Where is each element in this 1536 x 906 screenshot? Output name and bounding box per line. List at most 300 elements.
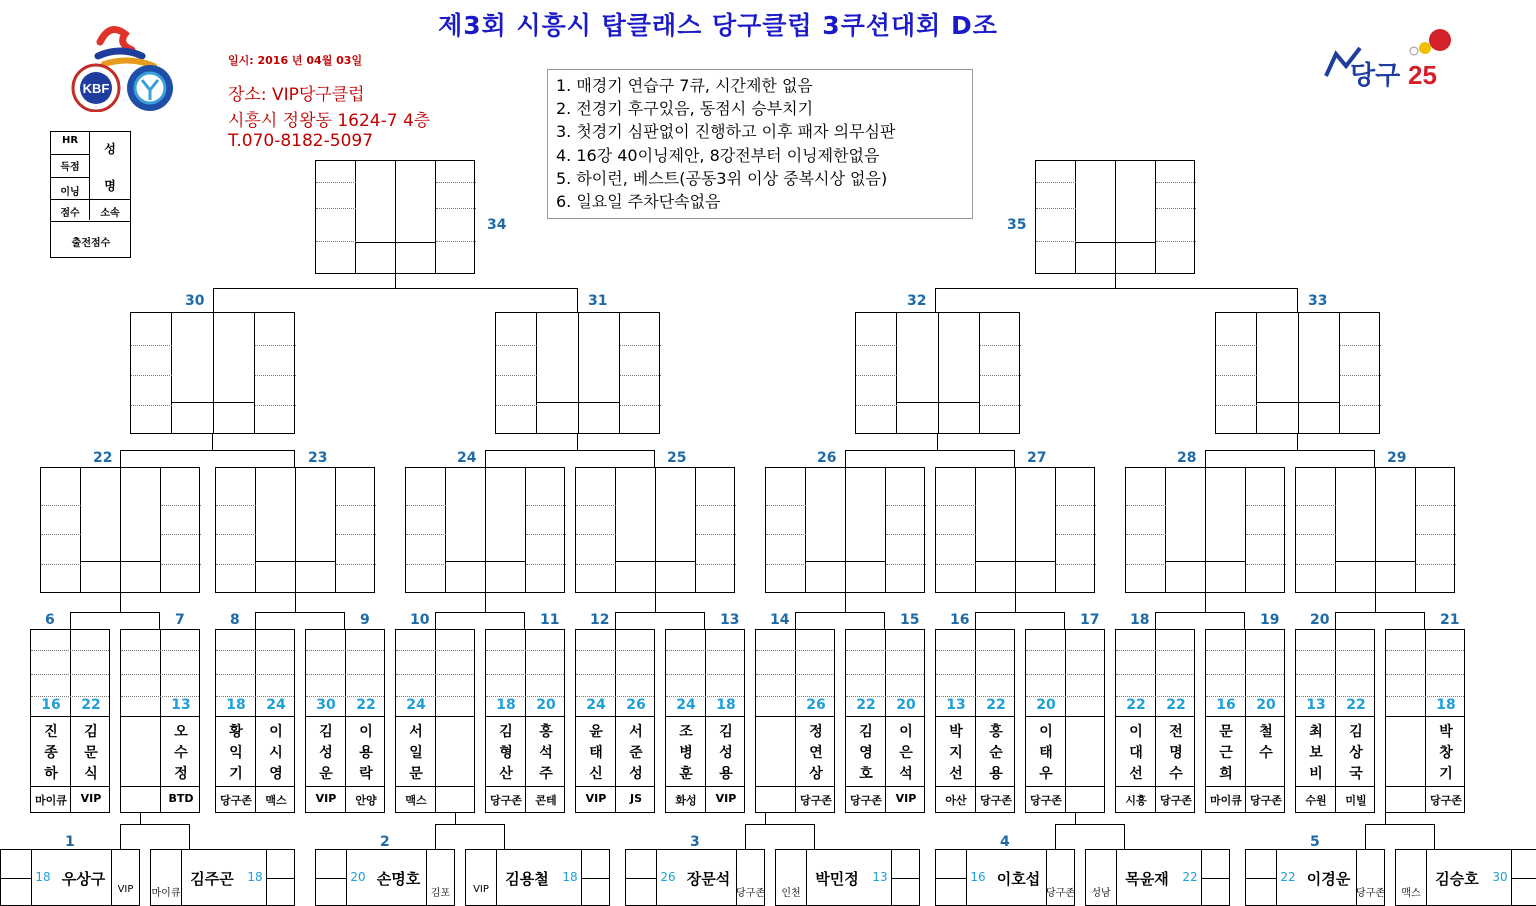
player-name: 이경운 xyxy=(1306,870,1351,888)
match-box xyxy=(575,467,735,593)
player-score: 22 xyxy=(856,697,876,713)
player-club: 당구존 xyxy=(1250,794,1282,807)
match-number: 1 xyxy=(65,834,75,850)
column-line xyxy=(845,468,846,592)
match-number: 4 xyxy=(1000,834,1010,850)
match-number-27: 27 xyxy=(1027,450,1047,466)
match-box xyxy=(665,629,745,813)
row-line xyxy=(81,561,161,562)
dotted-line xyxy=(216,534,256,535)
player-club: VIP xyxy=(315,792,337,805)
row-line xyxy=(666,716,744,717)
column-line xyxy=(1375,468,1376,592)
player-name: 이 대 선 xyxy=(1129,724,1143,782)
row-line xyxy=(121,786,199,787)
player-name: 정 연 상 xyxy=(809,724,823,782)
bracket-connector xyxy=(1075,813,1076,824)
dotted-line xyxy=(336,505,376,506)
row-line xyxy=(172,402,255,403)
match-box xyxy=(1125,467,1285,593)
match-number-28: 28 xyxy=(1177,450,1197,466)
column-line xyxy=(578,313,579,433)
player-club: 안양 xyxy=(355,794,377,807)
bracket-connector xyxy=(295,593,296,612)
player-score: 18 xyxy=(35,870,51,884)
dotted-line xyxy=(1340,375,1381,376)
match-box xyxy=(1215,312,1380,434)
column-line xyxy=(171,313,172,433)
row-line xyxy=(936,786,1014,787)
bracket-connector xyxy=(615,612,705,629)
player-name: 윤 태 신 xyxy=(589,724,603,782)
legend-name-1: 성 xyxy=(104,142,116,156)
bracket-connector xyxy=(935,288,1298,312)
player-box-b xyxy=(1085,849,1230,906)
column-line xyxy=(255,468,256,592)
match-box xyxy=(845,629,925,813)
venue-phone: T.070-8182-5097 xyxy=(228,131,374,151)
dotted-line xyxy=(406,534,446,535)
dotted-line xyxy=(980,345,1021,346)
player-club: 맥스 xyxy=(265,794,287,807)
match-box xyxy=(935,629,1015,813)
player-club: 맥스 xyxy=(405,794,427,807)
svg-text:당구: 당구 xyxy=(1350,60,1401,90)
player-score: 18 xyxy=(716,697,736,713)
row-line xyxy=(1116,716,1194,717)
player-score: 26 xyxy=(626,697,646,713)
dotted-line xyxy=(696,534,736,535)
bracket-connector xyxy=(485,593,486,612)
bracket-connector xyxy=(1205,450,1375,467)
match-box xyxy=(395,629,475,813)
row-line xyxy=(1257,402,1340,403)
dotted-line xyxy=(496,405,537,406)
dotted-line xyxy=(526,534,566,535)
player-name: 이 은 석 xyxy=(899,724,913,782)
player-club: 마이큐 xyxy=(35,794,67,807)
row-line xyxy=(31,786,109,787)
match-box xyxy=(935,467,1095,593)
row-line xyxy=(936,878,966,879)
player-club: 콘테 xyxy=(535,794,557,807)
bracket-connector xyxy=(1115,274,1116,288)
player-score: 22 xyxy=(356,697,376,713)
bracket-connector xyxy=(1385,813,1386,824)
bracket-connector xyxy=(1375,593,1376,612)
player-score: 13 xyxy=(171,697,191,713)
player-name: 문 근 희 xyxy=(1219,724,1233,782)
bracket-connector xyxy=(120,593,121,612)
player-name: 김 성 운 xyxy=(319,724,333,782)
dotted-line xyxy=(576,505,616,506)
player-club: VIP xyxy=(473,884,489,895)
bracket-connector xyxy=(1055,824,1125,849)
player-score: 20 xyxy=(350,870,366,884)
match-number-33: 33 xyxy=(1308,293,1328,309)
player-name: 김 상 국 xyxy=(1349,724,1363,782)
dotted-line xyxy=(936,505,976,506)
dotted-line xyxy=(576,674,654,675)
bracket-connector xyxy=(455,813,456,824)
player-box-b xyxy=(465,849,610,906)
dotted-line xyxy=(121,674,199,675)
player-club: VIP xyxy=(895,792,917,805)
match-box xyxy=(1385,629,1465,813)
player-name: 조 병 훈 xyxy=(679,724,693,782)
row-line xyxy=(666,786,744,787)
row-line xyxy=(1116,786,1194,787)
column-line xyxy=(445,468,446,592)
player-club: 당구존 xyxy=(850,794,882,807)
dotted-line xyxy=(131,345,172,346)
row-line xyxy=(216,786,294,787)
dotted-line xyxy=(486,650,564,651)
row-line xyxy=(306,716,384,717)
match-box xyxy=(1205,629,1285,813)
match-box xyxy=(855,312,1020,434)
row-line xyxy=(576,716,654,717)
player-score: 24 xyxy=(406,697,426,713)
player-score: 18 xyxy=(1436,697,1456,713)
dotted-line xyxy=(1216,345,1257,346)
column-line xyxy=(1155,161,1156,273)
player-score: 24 xyxy=(266,697,286,713)
player-score: 26 xyxy=(660,870,676,884)
player-score: 16 xyxy=(970,870,986,884)
player-club: VIP xyxy=(585,792,607,805)
player-score: 20 xyxy=(536,697,556,713)
player-club: JS xyxy=(629,792,642,805)
row-line xyxy=(756,716,834,717)
row-line xyxy=(1166,561,1246,562)
rule-item: 5. 하이런, 베스트(공동3위 이상 중복시상 없음) xyxy=(556,168,888,188)
venue-address: 시흥시 정왕동 1624-7 4층 xyxy=(228,111,431,131)
row-line xyxy=(1246,878,1276,879)
match-number-35: 35 xyxy=(1007,217,1027,233)
dotted-line xyxy=(936,564,976,565)
dotted-line xyxy=(1126,534,1166,535)
dotted-line xyxy=(1056,564,1096,565)
dotted-line xyxy=(886,505,926,506)
column-line xyxy=(1245,468,1246,592)
match-number: 7 xyxy=(175,612,185,628)
dotted-line xyxy=(255,405,296,406)
dotted-line xyxy=(436,241,476,242)
dotted-line xyxy=(1296,505,1336,506)
player-name: 이 용 락 xyxy=(359,724,373,782)
dotted-line xyxy=(576,534,616,535)
player-name: 홍 순 용 xyxy=(989,724,1003,782)
player-club: 당구존 xyxy=(980,794,1012,807)
bracket-connector xyxy=(140,813,141,824)
player-name: 손명호 xyxy=(376,870,421,888)
player-box-a xyxy=(935,849,1075,906)
dotted-line xyxy=(526,505,566,506)
dotted-line xyxy=(216,674,294,675)
dotted-line xyxy=(1296,564,1336,565)
dotted-line xyxy=(1036,182,1076,183)
column-line xyxy=(979,313,980,433)
player-name: 장문석 xyxy=(686,870,731,888)
player-club: 마이큐 xyxy=(151,888,181,899)
dotted-line xyxy=(496,375,537,376)
match-number-25: 25 xyxy=(667,450,687,466)
match-number: 19 xyxy=(1260,612,1280,628)
match-number: 5 xyxy=(1310,834,1320,850)
date-label: 일시: 2016 년 04월 03일 xyxy=(228,54,363,67)
player-score: 20 xyxy=(1036,697,1056,713)
column-line xyxy=(355,161,356,273)
player-name: 철 수 xyxy=(1259,724,1273,761)
dotted-line xyxy=(846,650,924,651)
match-box xyxy=(1295,467,1455,593)
bracket-connector xyxy=(845,450,1015,467)
rule-item: 1. 매경기 연습구 7큐, 시간제한 없음 xyxy=(556,76,813,95)
row-line xyxy=(1386,786,1464,787)
player-name: 이 시 영 xyxy=(269,724,283,782)
row-line xyxy=(1206,716,1284,717)
row-line xyxy=(806,561,886,562)
player-club: 김포 xyxy=(430,888,451,899)
bracket-connector xyxy=(120,450,295,467)
dotted-line xyxy=(131,375,172,376)
bracket-connector xyxy=(937,434,938,450)
match-number-24: 24 xyxy=(457,450,477,466)
column-line xyxy=(1256,313,1257,433)
player-club: 미빌 xyxy=(1345,794,1367,807)
dotted-line xyxy=(1156,208,1196,209)
match-box xyxy=(1115,629,1195,813)
legend-entry: 출전점수 xyxy=(71,238,111,249)
rules-box xyxy=(547,69,973,219)
bracket-connector xyxy=(1297,434,1298,450)
player-score: 18 xyxy=(226,697,246,713)
player-score: 30 xyxy=(316,697,336,713)
bracket-connector xyxy=(120,824,190,849)
match-number: 12 xyxy=(590,612,610,628)
player-name: 김 영 호 xyxy=(859,724,873,782)
row-line xyxy=(537,402,620,403)
match-box xyxy=(575,629,655,813)
dotted-line xyxy=(1156,241,1196,242)
row-line xyxy=(1026,716,1104,717)
column-line xyxy=(695,468,696,592)
column-line xyxy=(295,468,296,592)
match-number-34: 34 xyxy=(487,217,507,233)
column-line xyxy=(1075,161,1076,273)
dotted-line xyxy=(1026,650,1104,651)
rule-item: 6. 일요일 주차단속없음 xyxy=(556,192,721,212)
player-box-a xyxy=(315,849,455,906)
player-name: 전 명 수 xyxy=(1169,724,1183,782)
dotted-line xyxy=(306,650,384,651)
bracket-connector xyxy=(845,593,846,612)
dotted-line xyxy=(1386,650,1464,651)
player-name: 김승호 xyxy=(1435,870,1479,888)
column-line xyxy=(1339,313,1340,433)
venue-name: 장소: VIP당구클럽 xyxy=(228,85,365,105)
dotted-line xyxy=(161,564,201,565)
dotted-line xyxy=(1026,674,1104,675)
row-line xyxy=(306,786,384,787)
dotted-line xyxy=(1386,674,1464,675)
dotted-line xyxy=(396,650,474,651)
dotted-line xyxy=(316,241,356,242)
dotted-line xyxy=(436,208,476,209)
danggu25-logo xyxy=(1320,26,1460,90)
dotted-line xyxy=(1126,564,1166,565)
dotted-line xyxy=(1296,650,1374,651)
match-number: 14 xyxy=(770,612,790,628)
player-name: 목윤재 xyxy=(1125,870,1169,888)
dotted-line xyxy=(31,650,109,651)
row-line xyxy=(486,786,564,787)
dotted-line xyxy=(41,505,81,506)
row-line xyxy=(897,402,980,403)
match-number: 6 xyxy=(45,612,55,628)
match-box xyxy=(215,629,295,813)
player-club: VIP xyxy=(117,884,134,895)
column-line xyxy=(395,161,396,273)
player-score: 22 xyxy=(1280,870,1296,884)
player-name: 김 문 식 xyxy=(84,724,98,782)
column-line xyxy=(160,468,161,592)
match-box xyxy=(1025,629,1105,813)
row-line xyxy=(1026,786,1104,787)
column-line xyxy=(1415,468,1416,592)
dotted-line xyxy=(121,650,199,651)
page-title: 제3회 시흥시 탑클래스 당구클럽 3쿠션대회 D조 xyxy=(438,11,998,40)
bracket-connector xyxy=(395,274,396,288)
player-score: 13 xyxy=(872,870,888,884)
dotted-line xyxy=(980,405,1021,406)
row-line xyxy=(121,716,199,717)
match-number: 2 xyxy=(380,834,390,850)
player-club: 당구존 xyxy=(1430,794,1462,807)
player-score: 24 xyxy=(586,697,606,713)
dotted-line xyxy=(766,505,806,506)
player-score: 18 xyxy=(562,870,578,884)
row-line xyxy=(486,716,564,717)
row-line xyxy=(1511,878,1536,879)
dotted-line xyxy=(766,534,806,535)
player-club: 당구존 xyxy=(1356,888,1385,899)
dotted-line xyxy=(886,564,926,565)
row-line xyxy=(396,786,474,787)
match-number: 21 xyxy=(1440,612,1460,628)
match-number-31: 31 xyxy=(588,293,608,309)
column-line xyxy=(1115,161,1116,273)
player-score: 20 xyxy=(1256,697,1276,713)
player-club: 당구존 xyxy=(220,794,252,807)
row-line xyxy=(356,242,436,243)
row-line xyxy=(616,561,696,562)
dotted-line xyxy=(696,564,736,565)
svg-text:KBF: KBF xyxy=(82,81,110,96)
player-box-a xyxy=(625,849,765,906)
dotted-line xyxy=(1126,505,1166,506)
dotted-line xyxy=(1036,241,1076,242)
dotted-line xyxy=(216,505,256,506)
bracket-connector xyxy=(485,450,655,467)
row-line xyxy=(756,786,834,787)
dotted-line xyxy=(936,534,976,535)
row-line xyxy=(581,878,609,879)
dotted-line xyxy=(766,564,806,565)
player-name: 오 수 정 xyxy=(174,724,188,782)
dotted-line xyxy=(576,650,654,651)
dotted-line xyxy=(756,650,834,651)
bracket-connector xyxy=(1015,593,1016,612)
dotted-line xyxy=(1056,505,1096,506)
player-name: 김 형 산 xyxy=(499,724,513,782)
dotted-line xyxy=(436,182,476,183)
legend-score: 점수 xyxy=(60,208,80,219)
column-line xyxy=(1298,313,1299,433)
column-line xyxy=(335,468,336,592)
row-line xyxy=(976,561,1056,562)
column-line xyxy=(435,161,436,273)
dotted-line xyxy=(161,505,201,506)
column-line xyxy=(615,468,616,592)
svg-text:25: 25 xyxy=(1408,60,1437,90)
dotted-line xyxy=(846,674,924,675)
player-club: 아산 xyxy=(945,794,967,807)
column-line xyxy=(120,468,121,592)
player-score: 18 xyxy=(247,870,263,884)
row-line xyxy=(1296,716,1374,717)
legend-points: 득점 xyxy=(60,162,80,173)
dotted-line xyxy=(216,564,256,565)
bracket-connector xyxy=(765,813,766,824)
player-box-b xyxy=(150,849,295,906)
bracket-connector xyxy=(1335,612,1425,629)
player-club: BTD xyxy=(168,792,194,805)
dotted-line xyxy=(1216,375,1257,376)
match-number-26: 26 xyxy=(817,450,837,466)
dotted-line xyxy=(620,345,661,346)
dotted-line xyxy=(576,564,616,565)
player-name: 진 종 하 xyxy=(44,724,58,782)
player-name: 박 창 기 xyxy=(1439,724,1453,782)
dotted-line xyxy=(1340,405,1381,406)
match-number-23: 23 xyxy=(308,450,328,466)
column-line xyxy=(254,313,255,433)
dotted-line xyxy=(216,650,294,651)
dotted-line xyxy=(1216,405,1257,406)
dotted-line xyxy=(666,650,744,651)
player-club: 마이큐 xyxy=(1210,794,1242,807)
row-line xyxy=(846,716,924,717)
match-box xyxy=(30,629,110,813)
dotted-line xyxy=(496,345,537,346)
legend-hr: HR xyxy=(61,135,79,146)
bracket-connector xyxy=(435,612,525,629)
bracket-connector xyxy=(1155,612,1245,629)
player-score: 22 xyxy=(81,697,101,713)
player-club: VIP xyxy=(715,792,737,805)
column-line xyxy=(619,313,620,433)
column-line xyxy=(805,468,806,592)
match-box xyxy=(215,467,375,593)
player-score: 24 xyxy=(676,697,696,713)
row-line xyxy=(1336,561,1416,562)
rule-item: 2. 전경기 후구있음, 동점시 승부치기 xyxy=(556,99,814,119)
row-line xyxy=(216,716,294,717)
match-number: 11 xyxy=(540,612,560,628)
bracket-connector xyxy=(213,288,578,312)
